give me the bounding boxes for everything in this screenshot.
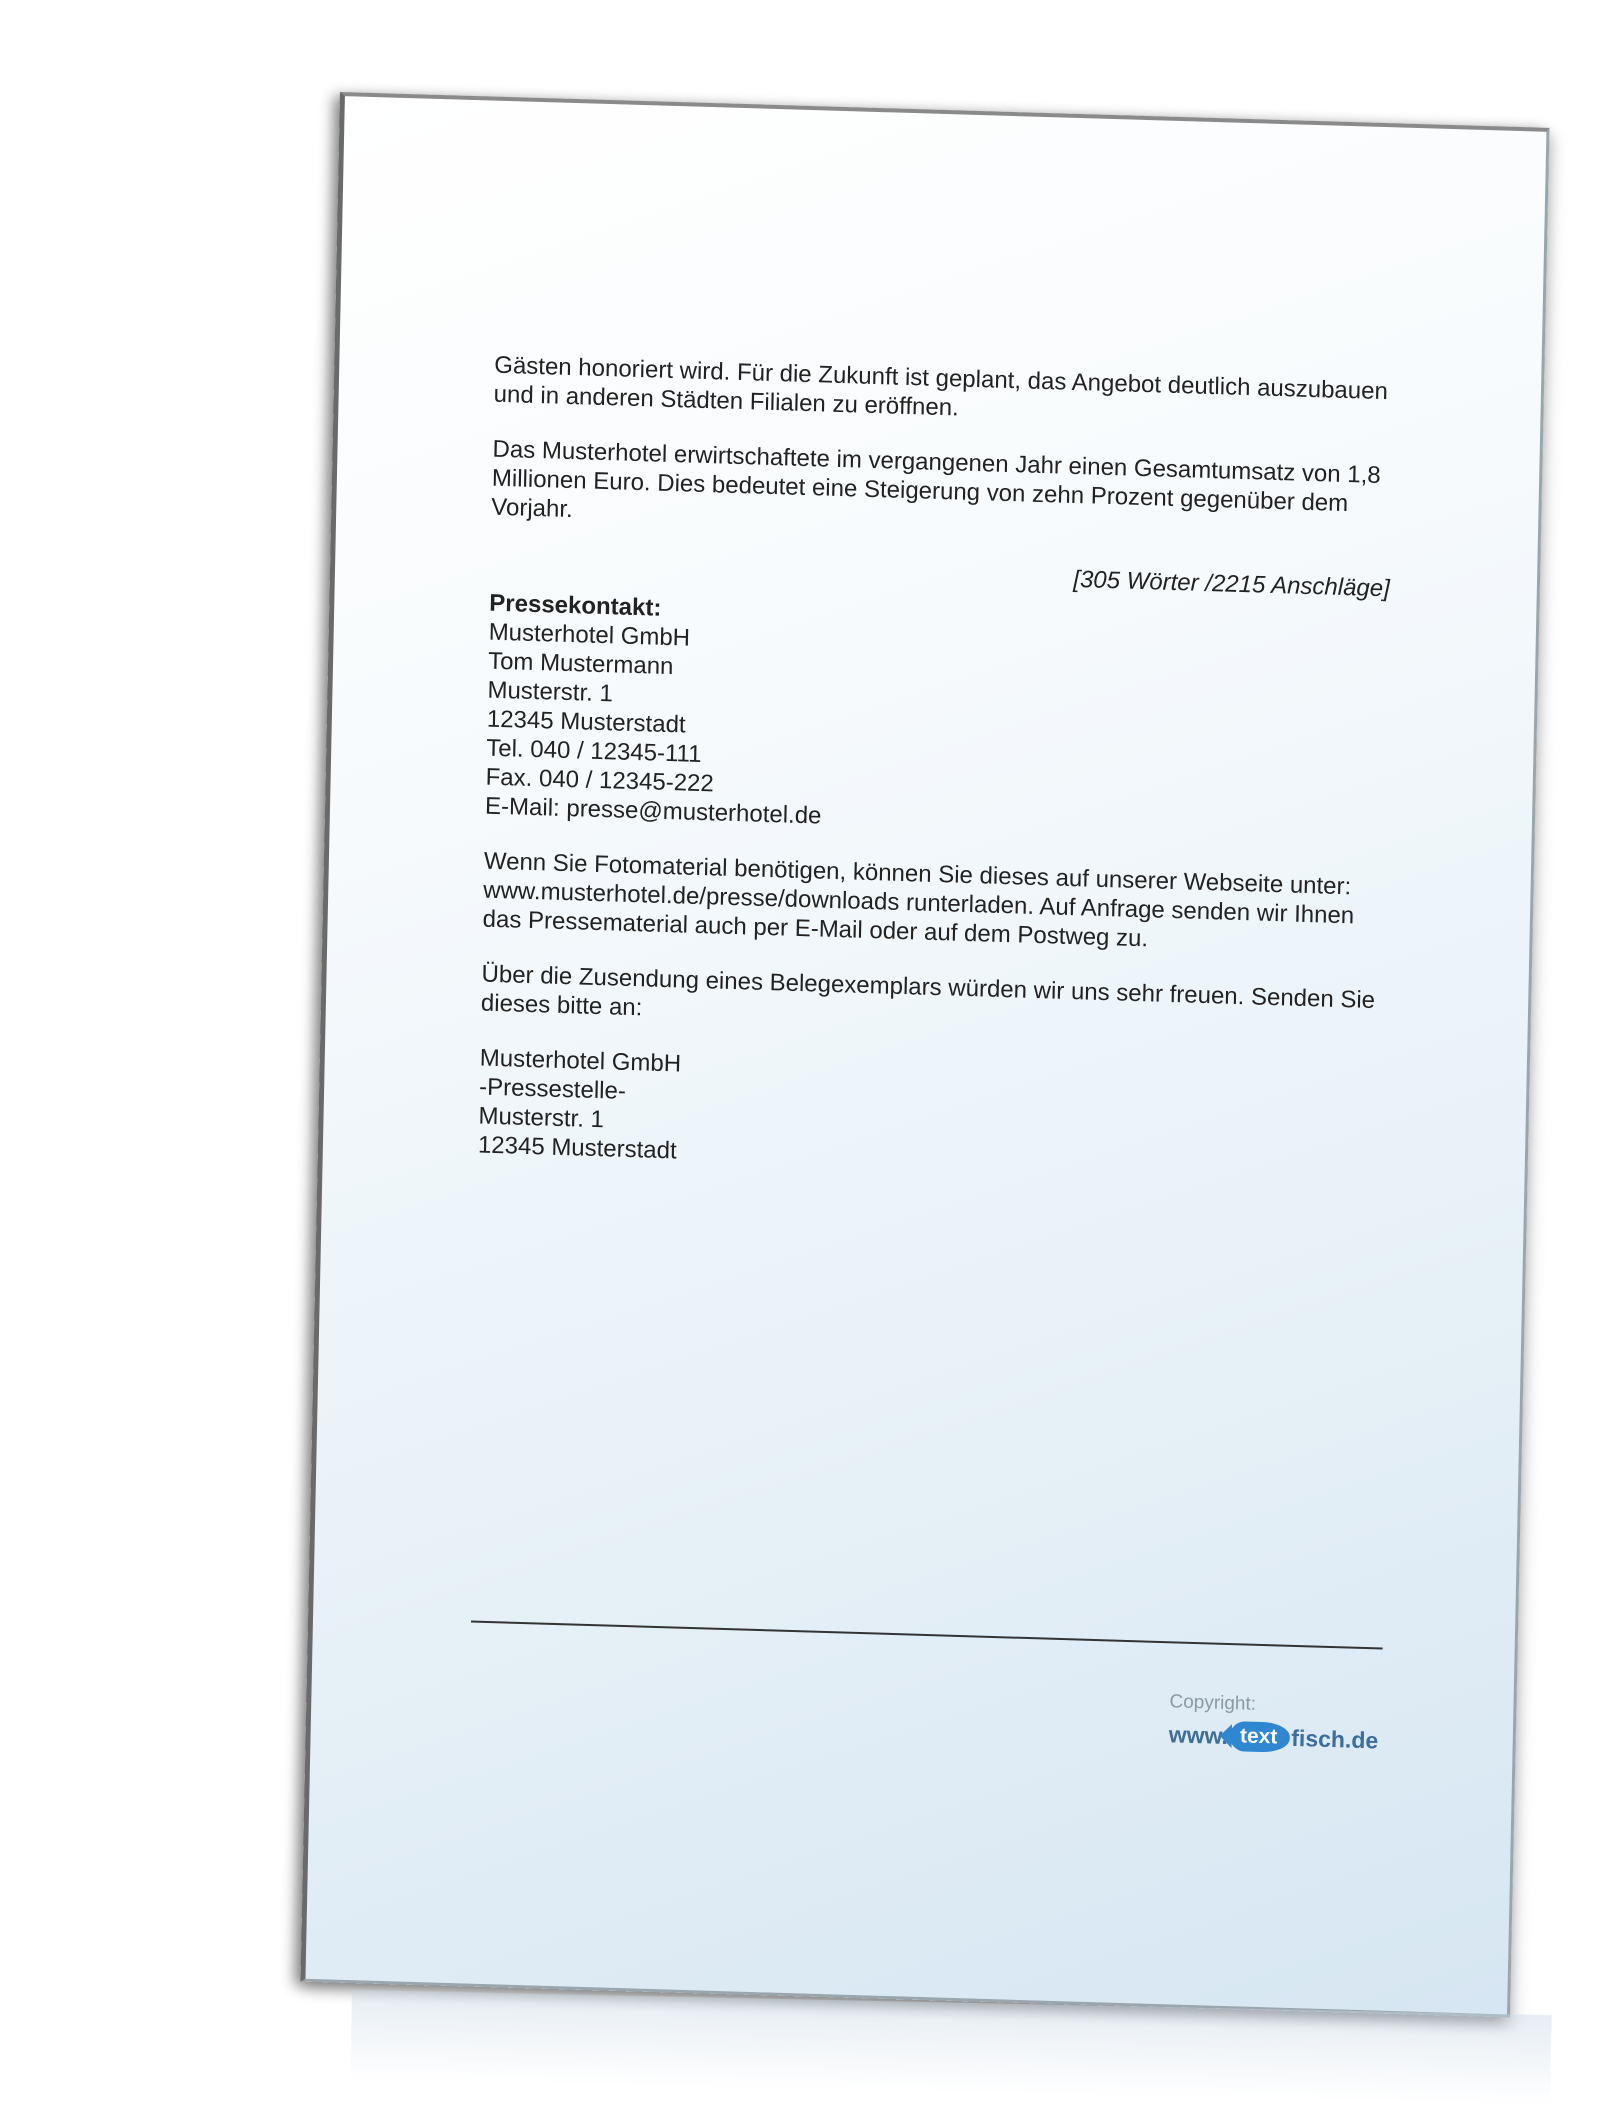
contact-email: E-Mail: presse@musterhotel.de	[484, 792, 822, 830]
logo-prefix: www.	[1168, 1720, 1229, 1749]
address-city: 12345 Musterstadt	[477, 1131, 677, 1165]
paragraph-photo-material: Wenn Sie Fotomaterial benötigen, können Sie dieses auf unserer Webseite unter: www.musterhotel.de/presse/downloads runterladen. Auf Anfrage senden wir Ihnen das Pressematerial auch per E-Mail oder auf dem Postweg zu.	[482, 847, 1355, 953]
contact-street: Musterstr. 1	[487, 676, 614, 708]
mailing-address-block	[478, 1044, 1380, 1187]
contact-company: Musterhotel GmbH	[488, 618, 691, 652]
contact-name: Tom Mustermann	[487, 647, 674, 681]
paragraph-revenue: Das Musterhotel erwirtschaftete im vergangenen Jahr einen Gesamtumsatz von 1,8 Millionen Euro. Dies bedeutet eine Steigerung von zehn Prozent gegenüber dem Vorjahr.	[491, 435, 1381, 524]
contact-phone: Tel. 040 / 12345-111	[486, 734, 702, 768]
press-contact-title: Pressekontakt:	[489, 589, 662, 622]
fish-icon	[1230, 1721, 1290, 1753]
document-body	[477, 351, 1394, 1213]
logo-fish-text: text	[1239, 1724, 1278, 1749]
document-page	[300, 92, 1549, 2017]
textfisch-logo	[1168, 1719, 1409, 1756]
paragraph-outlook: Gästen honoriert wird. Für die Zukunft ist geplant, das Angebot deutlich auszubauen und in anderen Städten Filialen zu eröffnen.	[493, 351, 1389, 422]
footer-divider	[471, 1621, 1383, 1650]
logo-suffix: fisch.de	[1291, 1724, 1379, 1753]
contact-fax: Fax. 040 / 12345-222	[485, 763, 715, 798]
paragraph-specimen-copy: Über die Zusendung eines Belegexemplars würden wir uns sehr freuen. Senden Sie dieses bitte an:	[480, 960, 1376, 1022]
copyright-label: Copyright:	[1169, 1691, 1257, 1715]
address-company: Musterhotel GmbH	[479, 1044, 682, 1078]
address-street: Musterstr. 1	[478, 1102, 605, 1134]
contact-city: 12345 Musterstadt	[486, 705, 686, 739]
word-count: [305 Wörter /2215 Anschläge]	[1073, 565, 1391, 603]
copyright-block	[1168, 1691, 1409, 1768]
press-contact-block	[485, 589, 1389, 848]
address-department: -Pressestelle-	[478, 1073, 627, 1105]
